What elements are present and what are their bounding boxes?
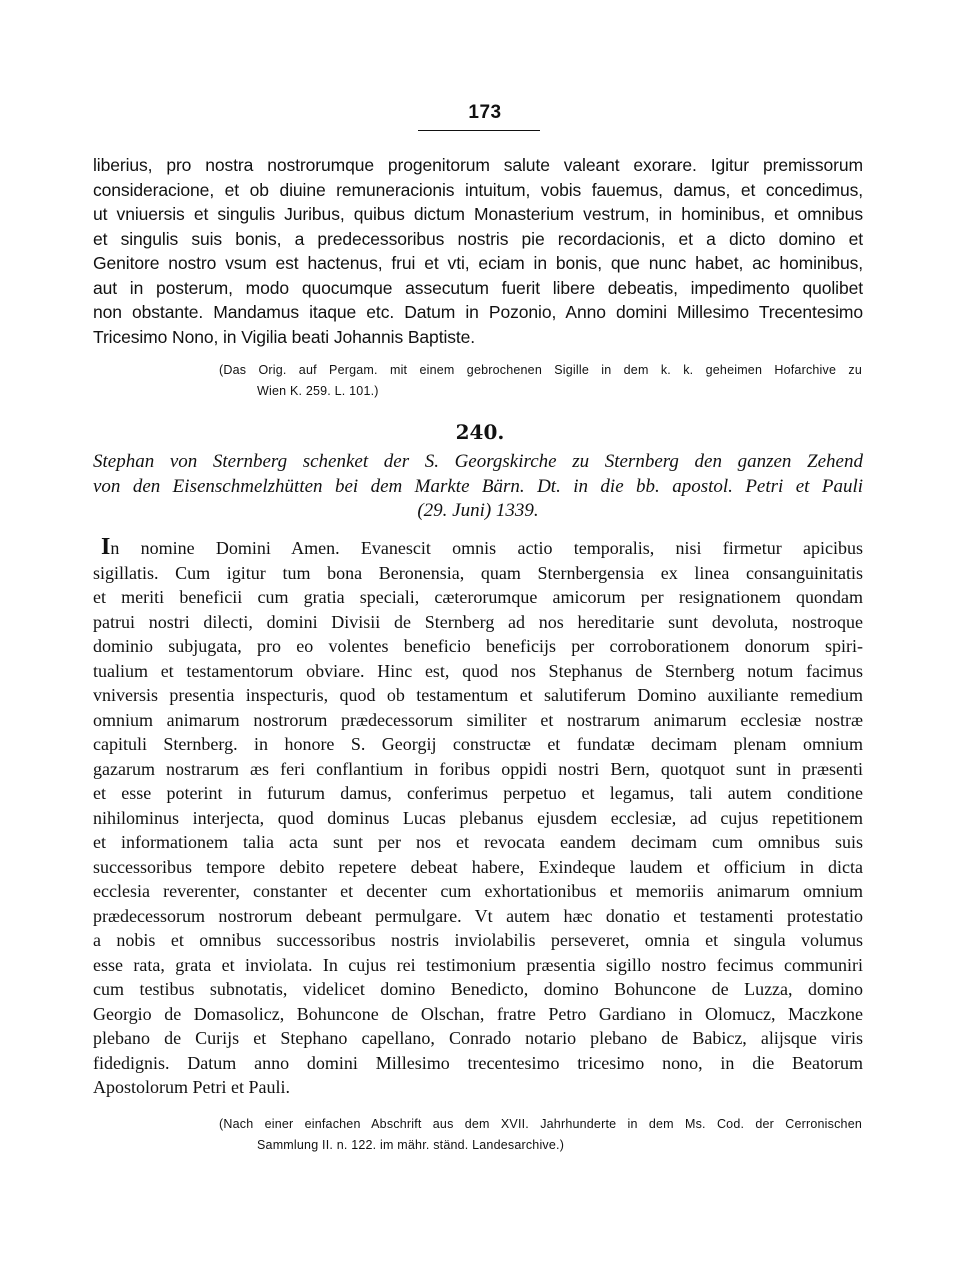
text-line: liberius, pro nostra nostrorumque progenitorum salute valeant exorare. Igitur premissorum bbox=[93, 155, 863, 175]
text-line: Tricesimo Nono, in Vigilia beati Johannis Baptiste. bbox=[93, 326, 476, 347]
body-line: esse rata, grata et inviolata. In cujus rei testimonium præsentia sigillo nostro fecimus communiri bbox=[93, 954, 863, 975]
body-line: tualium et testamentorum obviare. Hinc est, quod nos Stephanus de Sternberg notum facimus bbox=[93, 660, 863, 681]
note-line: (Das Orig. auf Pergam. mit einem gebrochenen Sigille in dem k. k. geheimen Hofarchive zu bbox=[219, 363, 862, 377]
body-line: omnium animarum nostrorum prædecessorum similiter et nostrarum animarum ecclesiæ nostræ bbox=[93, 709, 863, 730]
text-line: non obstante. Mandamus itaque etc. Datum in Pozonio, Anno domini Millesimo Trecentesimo bbox=[93, 302, 863, 322]
page-number: 173 bbox=[468, 102, 502, 123]
continuation-text bbox=[93, 153, 863, 349]
body-line: prædecessorum nostrorum debeant permulgare. Vt autem hæc donatio et testamenti protestatio bbox=[93, 905, 863, 926]
body-line: vniversis presentia inspecturis, quod ob testamentum et salutiferum Domino auxiliante remedium bbox=[93, 685, 863, 705]
body-line: et esse poterint in futurum damus, conferimus perpetuo et legamus, tali autem conditione bbox=[93, 783, 863, 803]
body-line: cum testibus subnotatis, videlicet domino Benedicto, domino Bohuncone de Luzza, domino bbox=[93, 979, 863, 999]
body-line: Georgio de Domasolicz, Bohuncone de Olschan, fratre Petro Gardiano in Olomucz, Maczkone bbox=[93, 1003, 863, 1024]
body-line: et informationem talia acta sunt per nos et revocata eandem decimam cum omnibus suis bbox=[93, 832, 863, 852]
body-line: dominio subjugata, pro eo volentes beneficio beneficijs per corroborationem donorum spiri- bbox=[93, 636, 863, 656]
body-line: ecclesia reverenter, constanter et decenter cum exhortationibus et memoriis animarum omnium bbox=[93, 881, 863, 901]
regest-line: Stephan von Sternberg schenket der S. Georgskirche zu Sternberg den ganzen Zehend bbox=[93, 451, 863, 472]
text-line: consideracione, et ob diuine remuneracionis intuitum, vobis fauemus, damus, et concedimus, bbox=[93, 179, 863, 200]
text-line: et singulis suis bonis, a predecessoribus nostris pie recordacionis, et a dicto domino et bbox=[93, 228, 863, 249]
body-line: capituli Sternberg. in honore S. Georgij constructæ et fundatæ decimam plenam omnium bbox=[93, 734, 863, 754]
document-regest bbox=[93, 450, 863, 524]
text-line: aut in posterum, modo quocumque assecutum fuerit libere debeatis, impedimento quolibet bbox=[93, 277, 863, 298]
regest-line: von den Eisenschmelzhütten bei dem Markte Bärn. Dt. in die bb. apostol. Petri et Pauli bbox=[93, 475, 863, 497]
body-line: successoribus tempore debito repetere debeat habere, Exindeque laudem et officium in dicta bbox=[93, 856, 863, 877]
header-rule bbox=[418, 130, 540, 131]
source-note-copy bbox=[219, 1114, 862, 1156]
text-line: Genitore nostro vsum est hactenus, frui et vti, eciam in bonis, que nunc habet, ac hominibus, bbox=[93, 253, 863, 273]
body-line: Apostolorum Petri et Pauli. bbox=[93, 1077, 290, 1097]
body-line: nihilominus interjecta, quod dominus Lucas plebanus ejusdem ecclesiæ, ad cujus repetitionem bbox=[93, 807, 863, 828]
note-line: Wien K. 259. L. 101.) bbox=[257, 384, 379, 398]
body-line: et meriti beneficii cum gratia speciali, cæterorumque amicorum per resignationem quondam bbox=[93, 587, 863, 607]
body-line: gazarum nostrarum æs feri conflantium in foribus oppidi nostri Bern, quotquot sunt in præsenti bbox=[93, 758, 863, 779]
first-line bbox=[93, 536, 863, 561]
body-line: plebano de Curijs et Stephano capellano, Conrado notario plebano de Babicz, alijsque viris bbox=[93, 1028, 863, 1048]
body-line: fidedignis. Datum anno domini Millesimo trecentesimo tricesimo nono, in die Beatorum bbox=[93, 1052, 863, 1073]
regest-date: (29. Juni) 1339. bbox=[417, 500, 539, 521]
note-line: (Nach einer einfachen Abschrift aus dem XVII. Jahrhunderte in dem Ms. Cod. der Cerronischen bbox=[219, 1117, 862, 1131]
first-line-text: n nomine Domini Amen. Evanescit omnis actio temporalis, nisi firmetur apicibus bbox=[110, 538, 863, 558]
initial-letter: I bbox=[101, 536, 111, 560]
body-line: sigillatis. Cum igitur tum bona Beronensia, quam Sternbergensia ex linea consanguinitatis bbox=[93, 562, 863, 583]
body-line: a nobis et omnibus successoribus nostris inviolabilis perseveret, omnia et singula volumus bbox=[93, 930, 863, 950]
source-note-original bbox=[219, 360, 862, 402]
document-body bbox=[93, 536, 863, 1100]
text-line: ut vniuersis et singulis Juribus, quibus dictum Monasterium vestrum, in hominibus, et omnibus bbox=[93, 204, 863, 224]
document-number: 240. bbox=[455, 420, 505, 444]
body-line: patrui nostri dilecti, domini Divisii de Sternberg ad nos hereditarie sunt devoluta, nostroque bbox=[93, 611, 863, 632]
note-line: Sammlung II. n. 122. im mähr. ständ. Landesarchive.) bbox=[257, 1138, 565, 1152]
